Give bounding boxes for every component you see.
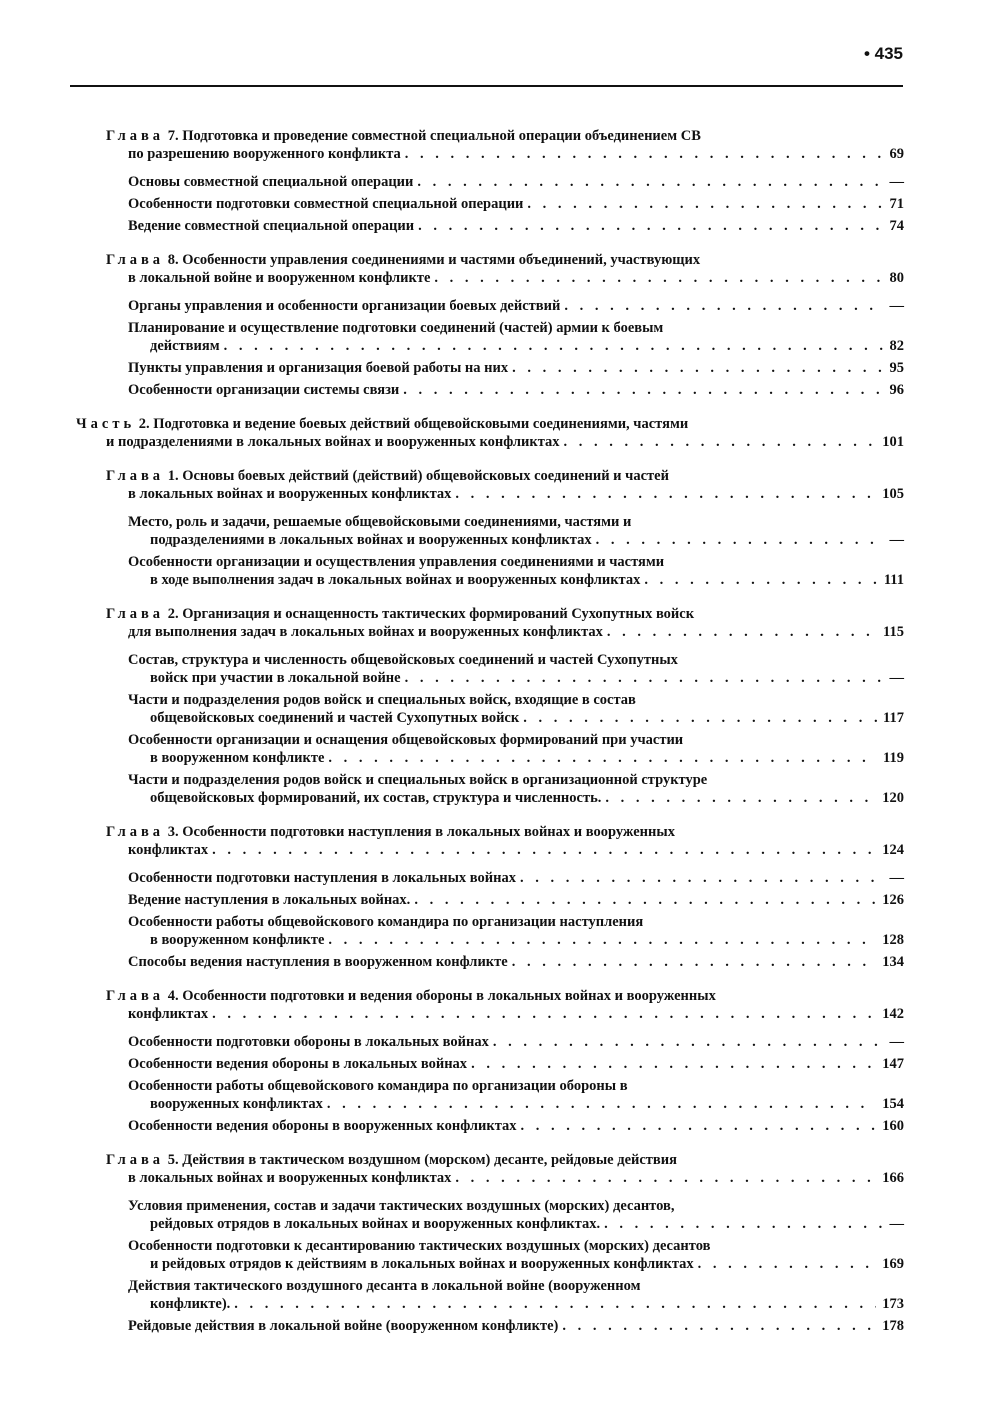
dot-leader [605, 789, 876, 807]
toc-entry-section [128, 731, 904, 767]
toc-title-text: общевойсковых соединений и частей Сухопутных войск [150, 710, 520, 726]
toc-entry-section [128, 217, 904, 235]
toc-entry-chapter [106, 127, 904, 163]
toc-line-last [128, 749, 904, 767]
toc-title-text: Рейдовые действия в локальной войне (вооруженном конфликте) [128, 1318, 559, 1334]
toc-page-number: 111 [883, 572, 904, 588]
entry-spacer [0, 163, 1000, 173]
toc-page-number: 80 [889, 270, 904, 286]
toc-entry-chapter [106, 467, 904, 503]
toc-entry-chapter [106, 987, 904, 1023]
dot-leader [512, 953, 877, 971]
toc-line-last [106, 269, 904, 287]
toc-entry-section [128, 891, 904, 909]
toc-title-text: 2. Организация и оснащенность тактических формирований Сухопутных войск [167, 606, 695, 622]
toc-line [128, 771, 904, 789]
toc-title-text: Действия тактического воздушного десанта в локальной войне (вооруженном [128, 1278, 641, 1294]
chapter-label: Глава [106, 1152, 165, 1168]
toc-line-text [106, 1152, 677, 1168]
toc-page-number: 71 [889, 196, 904, 212]
toc-page-number: 160 [882, 1118, 904, 1134]
toc-line-text [128, 692, 636, 708]
dot-leader [328, 931, 876, 949]
toc-line-last [128, 1095, 904, 1113]
toc-entry-section [128, 173, 904, 191]
dot-leader [224, 337, 884, 355]
toc-page-number: 154 [882, 1096, 904, 1112]
toc-line-last [128, 709, 904, 727]
toc-line-text [128, 269, 430, 287]
dot-leader [607, 623, 877, 641]
toc-line-text [106, 468, 669, 484]
entry-spacer [0, 235, 1000, 251]
toc-line-last [128, 1317, 904, 1335]
dot-leader [327, 1095, 876, 1113]
toc-title-text: в локальных войнах и вооруженных конфликтах [128, 486, 452, 502]
dot-leader [604, 1215, 883, 1233]
toc-title-text: 7. Подготовка и проведение совместной специальной операции объединением СВ [167, 128, 701, 144]
toc-line-last [128, 217, 904, 235]
toc-line-last [128, 931, 904, 949]
toc-page-number: — [889, 298, 904, 314]
toc-line-last [128, 531, 904, 549]
toc-entry-section [128, 1117, 904, 1135]
toc-line-text [128, 914, 643, 930]
toc-title-text: Особенности подготовки наступления в локальных войнах [128, 870, 516, 886]
toc-page-number: 101 [882, 434, 904, 450]
toc-entry-section [128, 1317, 904, 1335]
toc-line-text [106, 606, 694, 622]
dot-leader [403, 381, 883, 399]
toc-title-text: Особенности организации системы связи [128, 382, 400, 398]
toc-title-text: Особенности работы общевойскового командира по организации обороны в [128, 1078, 628, 1094]
chapter-label: Глава [106, 252, 165, 268]
entry-spacer [0, 503, 1000, 513]
toc-title-text: Органы управления и особенности организации боевых действий [128, 298, 561, 314]
toc-line-text [128, 297, 560, 315]
toc-line-text [128, 1117, 517, 1135]
toc-title-text: Особенности организации и осуществления управления соединениями и частями [128, 554, 665, 570]
chapter-label: Глава [106, 468, 165, 484]
toc-line-last [76, 433, 904, 451]
toc-title-text: в ходе выполнения задач в локальных войнах и вооруженных конфликтах [150, 572, 641, 588]
toc-line-text [150, 1295, 230, 1313]
toc-page-number: — [889, 870, 904, 886]
toc-line-last [128, 891, 904, 909]
toc-page-number: 173 [882, 1296, 904, 1312]
toc-title-text: и подразделениями в локальных войнах и вооруженных конфликтах [106, 434, 560, 450]
toc-entry-part [76, 415, 904, 451]
toc-line-last [128, 1033, 904, 1051]
toc-line-text [128, 1078, 628, 1094]
dot-leader [418, 217, 883, 235]
toc-line-last [106, 145, 904, 163]
toc-page-number: 115 [883, 624, 904, 640]
toc-page-number: 105 [882, 486, 904, 502]
toc-line-text [128, 1033, 489, 1051]
toc-line-last [128, 669, 904, 687]
toc-line-last [106, 841, 904, 859]
toc-title-text: конфликтах [128, 1006, 209, 1022]
toc-page-number: 69 [889, 146, 904, 162]
toc-title-text: Пункты управления и организация боевой работы на них [128, 360, 509, 376]
toc-line-text [128, 145, 401, 163]
toc-title-text: Особенности подготовки обороны в локальных войнах [128, 1034, 489, 1050]
toc-entry-chapter [106, 605, 904, 641]
dot-leader [212, 1005, 876, 1023]
toc-line-last [128, 571, 904, 589]
toc-line [106, 1151, 904, 1169]
dot-leader [521, 1117, 877, 1135]
part-label: Часть [76, 416, 136, 432]
toc-line-last [128, 1055, 904, 1073]
dot-leader [434, 269, 883, 287]
dot-leader [596, 531, 884, 549]
toc-title-text: Ведение совместной специальной операции [128, 218, 415, 234]
toc-line-text [150, 709, 519, 727]
toc-line-text [128, 1055, 467, 1073]
toc-entry-section [128, 953, 904, 971]
toc-line-text [128, 891, 410, 909]
toc-line-last [128, 789, 904, 807]
toc-page-number: 74 [889, 218, 904, 234]
toc-title-text: и рейдовых отрядов к действиям в локальных войнах и вооруженных конфликтах [150, 1256, 694, 1272]
toc-line [106, 127, 904, 145]
toc-line [128, 1077, 904, 1095]
toc-line-text [128, 381, 399, 399]
toc-title-text: в локальных войнах и вооруженных конфликтах [128, 1170, 452, 1186]
toc-line-text [106, 433, 560, 451]
toc-title-text: Место, роль и задачи, решаемые общевойсковыми соединениями, частями и [128, 514, 632, 530]
table-of-contents [0, 127, 1000, 1335]
entry-spacer [0, 451, 1000, 467]
toc-line [128, 731, 904, 749]
dot-leader [455, 485, 876, 503]
entry-spacer [0, 589, 1000, 605]
toc-entry-section [128, 913, 904, 949]
dot-leader [328, 749, 877, 767]
toc-line-last [128, 1117, 904, 1135]
toc-title-text: для выполнения задач в локальных войнах и вооруженных конфликтах [128, 624, 603, 640]
toc-entry-section [128, 1277, 904, 1313]
toc-page-number: 142 [882, 1006, 904, 1022]
dot-leader [414, 891, 876, 909]
dot-leader [212, 841, 876, 859]
toc-page-number: 119 [883, 750, 904, 766]
dot-leader [523, 709, 877, 727]
toc-title-text: подразделениями в локальных войнах и вооруженных конфликтах [150, 532, 592, 548]
toc-line-text [150, 531, 592, 549]
toc-entry-section [128, 651, 904, 687]
dot-leader [564, 433, 877, 451]
toc-line-text [128, 869, 516, 887]
toc-entry-section [128, 553, 904, 589]
toc-line-text [128, 217, 414, 235]
toc-line-last [106, 1005, 904, 1023]
toc-line-last [128, 173, 904, 191]
toc-entry-section [128, 359, 904, 377]
toc-title-text: действиям [150, 338, 220, 354]
toc-entry-section [128, 691, 904, 727]
dot-leader [417, 173, 883, 191]
dot-leader [471, 1055, 876, 1073]
toc-title-text: Состав, структура и численность общевойсковых соединений и частей Сухопутных [128, 652, 678, 668]
toc-line-text [150, 1215, 600, 1233]
toc-title-text: 3. Особенности подготовки наступления в локальных войнах и вооруженных [167, 824, 675, 840]
toc-line-last [128, 869, 904, 887]
entry-spacer [0, 1187, 1000, 1197]
toc-line [106, 251, 904, 269]
dot-leader [405, 145, 884, 163]
toc-line-text [150, 1255, 694, 1273]
header-rule [70, 85, 903, 87]
entry-spacer [0, 399, 1000, 415]
toc-title-text: по разрешению вооруженного конфликта [128, 146, 401, 162]
entry-spacer [0, 971, 1000, 987]
toc-line-text [128, 485, 451, 503]
toc-entry-section [128, 1237, 904, 1273]
toc-page-number: 95 [889, 360, 904, 376]
toc-title-text: 8. Особенности управления соединениями и частями объединений, участвующих [167, 252, 701, 268]
toc-title-text: Ведение наступления в локальных войнах. [128, 892, 411, 908]
toc-line-last [106, 485, 904, 503]
toc-page-number: 117 [883, 710, 904, 726]
toc-line-text [128, 623, 603, 641]
toc-line [76, 415, 904, 433]
toc-page-number: — [889, 1216, 904, 1232]
toc-line-text [128, 772, 707, 788]
toc-line-text [128, 1169, 451, 1187]
toc-line-last [128, 297, 904, 315]
dot-leader [512, 359, 883, 377]
toc-line-last [128, 1295, 904, 1313]
toc-line-last [128, 1255, 904, 1273]
toc-entry-chapter [106, 251, 904, 287]
toc-line-text [128, 359, 508, 377]
dot-leader [527, 195, 883, 213]
dot-leader [405, 669, 884, 687]
toc-line-text [128, 1238, 710, 1254]
toc-title-text: общевойсковых формирований, их состав, структура и численность. [150, 790, 602, 806]
toc-entry-section [128, 319, 904, 355]
toc-line-text [150, 749, 324, 767]
toc-line [128, 553, 904, 571]
toc-line-text [128, 953, 508, 971]
dot-leader [562, 1317, 876, 1335]
toc-line [128, 319, 904, 337]
toc-page-number: 124 [882, 842, 904, 858]
chapter-label: Глава [106, 988, 165, 1004]
toc-line-last [128, 381, 904, 399]
entry-spacer [0, 287, 1000, 297]
toc-title-text: 2. Подготовка и ведение боевых действий общевойсковыми соединениями, частями [138, 416, 689, 432]
dot-leader [698, 1255, 877, 1273]
chapter-label: Глава [106, 128, 165, 144]
toc-line-last [106, 1169, 904, 1187]
toc-page-number: — [889, 1034, 904, 1050]
toc-page-number: 126 [882, 892, 904, 908]
toc-line [128, 691, 904, 709]
toc-page-number: 134 [882, 954, 904, 970]
toc-line-text [150, 337, 220, 355]
toc-line-text [106, 988, 716, 1004]
toc-title-text: в вооруженном конфликте [150, 750, 325, 766]
toc-line-text [128, 554, 664, 570]
toc-title-text: в вооруженном конфликте [150, 932, 325, 948]
toc-entry-section [128, 513, 904, 549]
toc-page-number: 82 [889, 338, 904, 354]
toc-line [106, 467, 904, 485]
dot-leader [644, 571, 877, 589]
toc-title-text: Особенности подготовки к десантированию тактических воздушных (морских) десантов [128, 1238, 711, 1254]
toc-line-text [128, 1278, 641, 1294]
toc-title-text: конфликте). [150, 1296, 231, 1312]
toc-line [128, 1237, 904, 1255]
toc-title-text: Планирование и осуществление подготовки соединений (частей) армии к боевым [128, 320, 664, 336]
toc-page-number: 166 [882, 1170, 904, 1186]
toc-line-text [128, 1317, 558, 1335]
toc-line-last [128, 953, 904, 971]
toc-title-text: Особенности работы общевойскового командира по организации наступления [128, 914, 644, 930]
entry-spacer [0, 1023, 1000, 1033]
toc-line [128, 651, 904, 669]
toc-entry-section [128, 381, 904, 399]
toc-line-last [128, 337, 904, 355]
toc-line-text [128, 732, 683, 748]
chapter-label: Глава [106, 606, 165, 622]
dot-leader [493, 1033, 884, 1051]
toc-title-text: Особенности ведения обороны в локальных войнах [128, 1056, 468, 1072]
toc-line-last [106, 623, 904, 641]
toc-title-text: Условия применения, состав и задачи тактических воздушных (морских) десантов, [128, 1198, 675, 1214]
toc-title-text: Особенности ведения обороны в вооруженных конфликтах [128, 1118, 517, 1134]
toc-line-text [128, 841, 208, 859]
entry-spacer [0, 859, 1000, 869]
toc-line-last [128, 195, 904, 213]
toc-title-text: конфликтах [128, 842, 209, 858]
toc-title-text: Способы ведения наступления в вооруженном конфликте [128, 954, 508, 970]
dot-leader [234, 1295, 876, 1313]
toc-title-text: Особенности организации и оснащения общевойсковых формирований при участии [128, 732, 684, 748]
toc-line-text [150, 571, 640, 589]
toc-title-text: 4. Особенности подготовки и ведения обороны в локальных войнах и вооруженных [167, 988, 716, 1004]
toc-line-text [106, 252, 700, 268]
toc-line [128, 913, 904, 931]
toc-title-text: Части и подразделения родов войск и специальных войск, входящие в состав [128, 692, 636, 708]
toc-page-number: 128 [882, 932, 904, 948]
toc-entry-section [128, 1055, 904, 1073]
toc-title-text: 1. Основы боевых действий (действий) общевойсковых соединений и частей [167, 468, 669, 484]
toc-entry-section [128, 869, 904, 887]
toc-title-text: вооруженных конфликтах [150, 1096, 323, 1112]
toc-page-number: 178 [882, 1318, 904, 1334]
toc-line-text [106, 824, 675, 840]
toc-line-text [128, 320, 663, 336]
toc-line-text [150, 669, 401, 687]
toc-line-text [128, 1198, 674, 1214]
page-number: • 435 [863, 44, 903, 63]
entry-spacer [0, 807, 1000, 823]
toc-entry-section [128, 1033, 904, 1051]
toc-entry-section [128, 1197, 904, 1233]
toc-entry-chapter [106, 1151, 904, 1187]
toc-line [128, 1277, 904, 1295]
toc-line [128, 1197, 904, 1215]
toc-line [106, 605, 904, 623]
entry-spacer [0, 641, 1000, 651]
toc-line-text [150, 789, 601, 807]
toc-line-last [128, 1215, 904, 1233]
toc-title-text: Основы совместной специальной операции [128, 174, 414, 190]
toc-entry-section [128, 771, 904, 807]
toc-page-number: 169 [882, 1256, 904, 1272]
chapter-label: Глава [106, 824, 165, 840]
toc-line-last [128, 359, 904, 377]
toc-line-text [150, 1095, 323, 1113]
toc-page-number: 120 [882, 790, 904, 806]
dot-leader [520, 869, 884, 887]
toc-line [106, 823, 904, 841]
toc-title-text: рейдовых отрядов в локальных войнах и вооруженных конфликтах. [150, 1216, 601, 1232]
toc-line [106, 987, 904, 1005]
toc-entry-chapter [106, 823, 904, 859]
entry-spacer [0, 1135, 1000, 1151]
toc-page-number: 96 [889, 382, 904, 398]
toc-entry-section [128, 1077, 904, 1113]
toc-entry-section [128, 195, 904, 213]
toc-line [128, 513, 904, 531]
toc-page-number: 147 [882, 1056, 904, 1072]
toc-title-text: 5. Действия в тактическом воздушном (морском) десанте, рейдовые действия [167, 1152, 677, 1168]
toc-line-text [128, 514, 631, 530]
toc-title-text: Особенности подготовки совместной специальной операции [128, 196, 524, 212]
toc-page-number: — [889, 174, 904, 190]
toc-line-text [106, 128, 701, 144]
toc-line-text [128, 1005, 208, 1023]
toc-line-text [150, 931, 324, 949]
toc-line-text [76, 416, 688, 432]
toc-title-text: в локальной войне и вооруженном конфликте [128, 270, 431, 286]
toc-page-number: — [889, 670, 904, 686]
toc-line-text [128, 195, 523, 213]
toc-title-text: войск при участии в локальной войне [150, 670, 401, 686]
toc-title-text: Части и подразделения родов войск и специальных войск в организационной структуре [128, 772, 708, 788]
toc-entry-section [128, 297, 904, 315]
toc-line-text [128, 173, 413, 191]
dot-leader [564, 297, 883, 315]
dot-leader [455, 1169, 876, 1187]
toc-page-number: — [889, 532, 904, 548]
toc-line-text [128, 652, 678, 668]
